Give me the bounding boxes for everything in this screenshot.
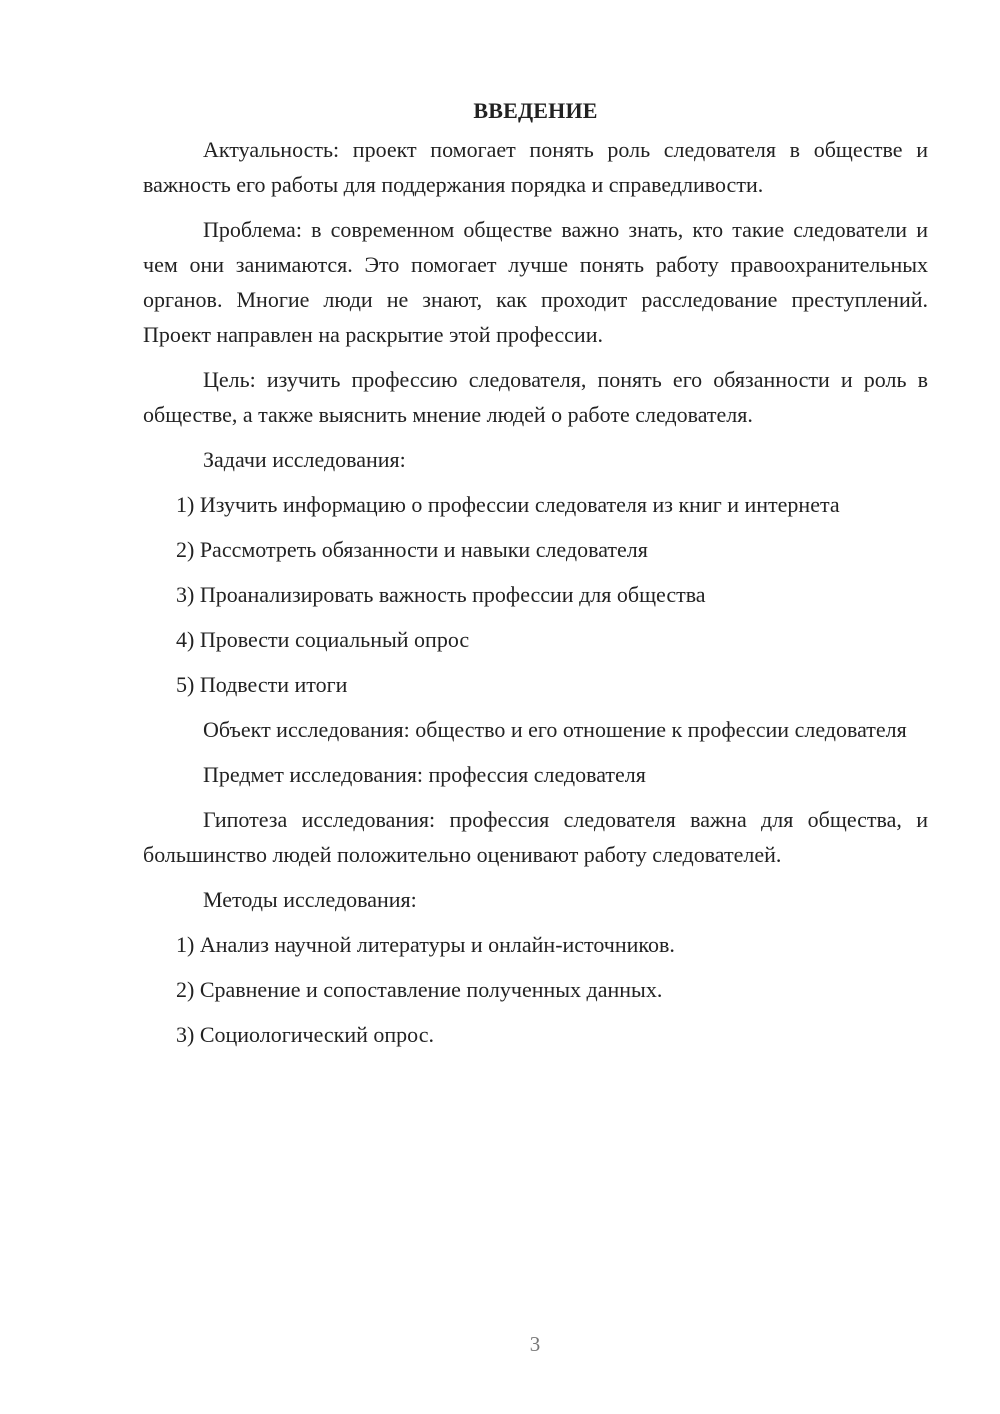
document-page bbox=[143, 92, 928, 1062]
page-title: ВВЕДЕНИЕ bbox=[473, 98, 598, 123]
tasks-list bbox=[143, 487, 928, 702]
list-item: 4) Провести социальный опрос bbox=[176, 627, 470, 652]
list-item: 2) Рассмотреть обязанности и навыки следователя bbox=[176, 537, 648, 562]
goal-paragraph: Цель: изучить профессию следователя, понять его обязанности и роль в обществе, а также выяснить мнение людей о работе следователя. bbox=[143, 367, 928, 427]
tasks-heading: Задачи исследования: bbox=[203, 447, 406, 472]
list-item: 2) Сравнение и сопоставление полученных данных. bbox=[176, 977, 663, 1002]
methods-list bbox=[143, 927, 928, 1052]
hypothesis-paragraph: Гипотеза исследования: профессия следователя важна для общества, и большинство людей положительно оценивают работу следователей. bbox=[143, 807, 928, 867]
page-number: 3 bbox=[529, 1332, 541, 1356]
list-item: 3) Проанализировать важность профессии для общества bbox=[176, 582, 706, 607]
relevance-paragraph: Актуальность: проект помогает понять роль следователя в обществе и важность его работы для поддержания порядка и справедливости. bbox=[143, 137, 928, 197]
object-paragraph: Объект исследования: общество и его отношение к профессии следователя bbox=[203, 717, 907, 742]
list-item: 1) Изучить информацию о профессии следователя из книг и интернета bbox=[176, 492, 840, 517]
list-item: 5) Подвести итоги bbox=[176, 672, 348, 697]
methods-heading: Методы исследования: bbox=[203, 887, 417, 912]
list-item: 3) Социологический опрос. bbox=[176, 1022, 434, 1047]
problem-paragraph: Проблема: в современном обществе важно знать, кто такие следователи и чем они занимаются. Это помогает лучше понять работу правоохранительных органов. Многие люди не знают, как проходит расследование преступлений. Проект направлен на раскрытие этой профессии. bbox=[143, 217, 928, 347]
subject-paragraph: Предмет исследования: профессия следователя bbox=[203, 762, 646, 787]
list-item: 1) Анализ научной литературы и онлайн-источников. bbox=[176, 932, 675, 957]
